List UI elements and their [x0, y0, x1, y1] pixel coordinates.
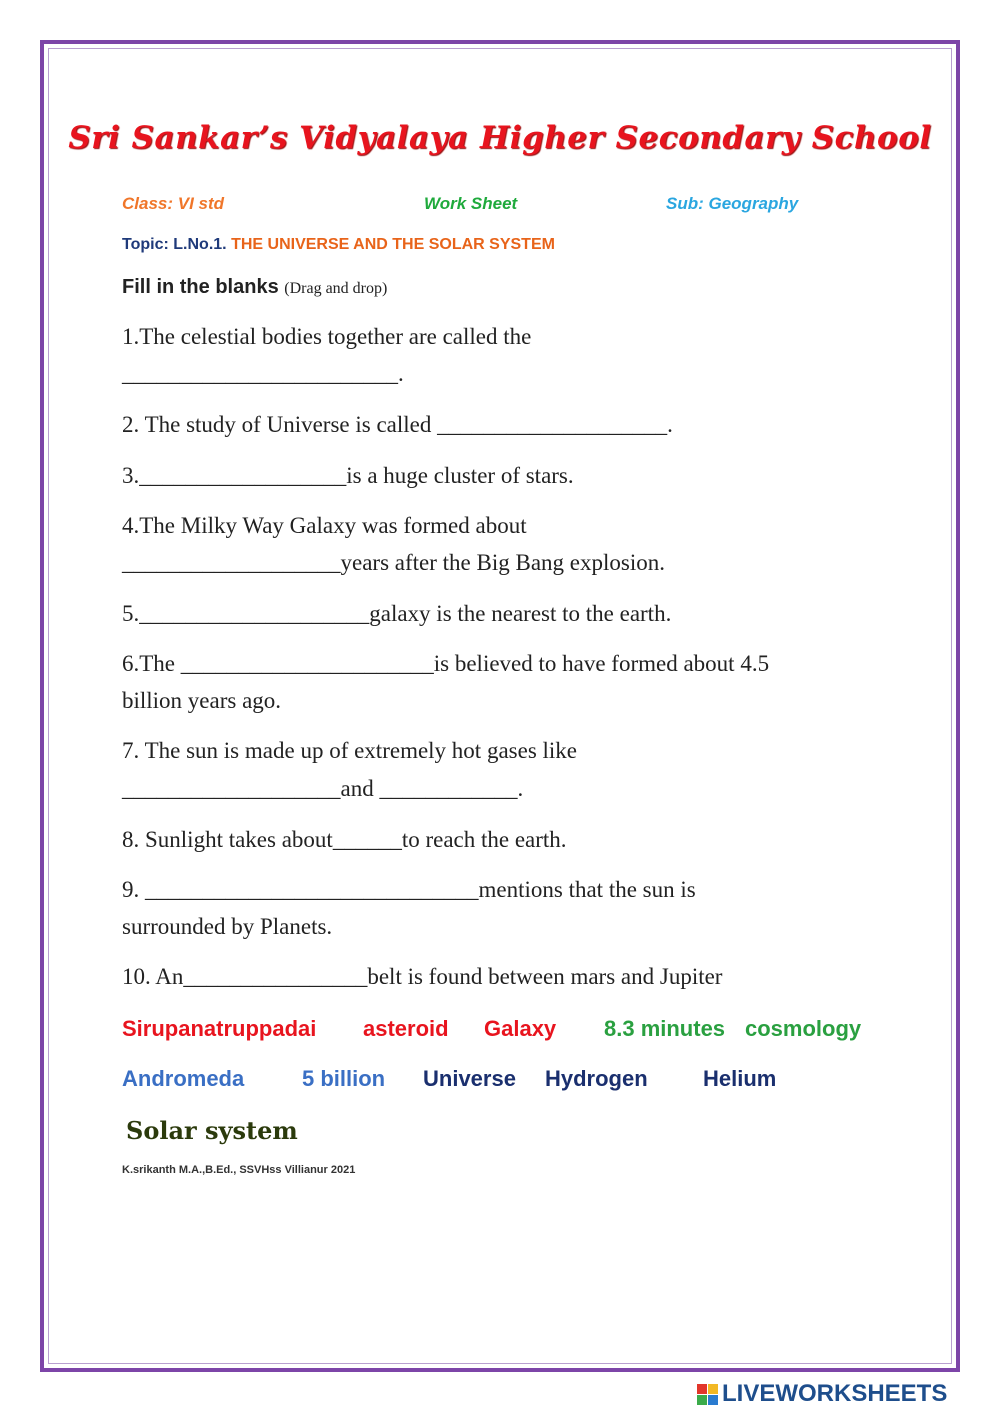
- question-10[interactable]: 10. An________________belt is found between mars and Jupiter: [122, 964, 723, 989]
- logo-tile-l: [697, 1384, 707, 1394]
- logo-tile-i: [708, 1384, 718, 1394]
- question-2[interactable]: 2. The study of Universe is called ____________________.: [122, 412, 673, 437]
- liveworksheets-logo[interactable]: [697, 1380, 947, 1408]
- question-3[interactable]: 3.__________________is a huge cluster of stars.: [122, 463, 574, 488]
- logo-tile-e: [708, 1395, 718, 1405]
- word-sirupanatruppadai[interactable]: Sirupanatruppadai: [122, 1016, 317, 1041]
- topic-line: [122, 236, 555, 254]
- question-8[interactable]: 8. Sunlight takes about______to reach the earth.: [122, 827, 567, 852]
- question-1-line-1: 1.The celestial bodies together are called the: [122, 324, 532, 349]
- word-hydrogen[interactable]: Hydrogen: [545, 1066, 648, 1091]
- topic-lesson: L.No.1.: [173, 236, 227, 253]
- word-5-billion[interactable]: 5 billion: [302, 1066, 386, 1091]
- question-5[interactable]: 5.____________________galaxy is the nearest to the earth.: [122, 601, 672, 626]
- class-label: Class: VI std: [122, 194, 225, 213]
- instructions-heading: [122, 276, 387, 299]
- question-6-line-1[interactable]: 6.The ______________________is believed to have formed about 4.5: [122, 651, 770, 676]
- question-4-line-2[interactable]: ___________________years after the Big Bang explosion.: [122, 550, 665, 575]
- question-1-blank[interactable]: ________________________.: [122, 361, 404, 386]
- question-7-line-1: 7. The sun is made up of extremely hot gases like: [122, 738, 578, 763]
- instructions-note: (Drag and drop): [284, 280, 388, 297]
- word-asteroid[interactable]: asteroid: [363, 1016, 449, 1041]
- word-andromeda[interactable]: Andromeda: [122, 1066, 245, 1091]
- logo-text: LIVEWORKSHEETS: [722, 1380, 948, 1407]
- logo-tile-v: [697, 1395, 707, 1405]
- question-4-line-1: 4.The Milky Way Galaxy was formed about: [122, 513, 527, 538]
- topic-title: THE UNIVERSE AND THE SOLAR SYSTEM: [231, 236, 555, 253]
- subject-label: Sub: Geography: [666, 194, 799, 213]
- word-galaxy[interactable]: Galaxy: [484, 1016, 557, 1041]
- word-helium[interactable]: Helium: [703, 1066, 777, 1091]
- word-universe[interactable]: Universe: [423, 1066, 516, 1091]
- instructions-title: Fill in the blanks: [122, 276, 279, 298]
- question-9-line-1[interactable]: 9. _____________________________mentions that the sun is: [122, 877, 696, 902]
- author-credit: K.srikanth M.A.,B.Ed., SSVHss Villianur 2021: [122, 1164, 356, 1176]
- question-9-line-2: surrounded by Planets.: [122, 914, 333, 939]
- word-solar-system[interactable]: Solar system: [126, 1116, 298, 1145]
- school-title: Sri Sankar’s Vidyalaya Higher Secondary School: [68, 120, 932, 156]
- word-cosmology[interactable]: cosmology: [745, 1016, 862, 1041]
- liveworksheets-icon: [697, 1384, 718, 1405]
- worksheet-label: Work Sheet: [424, 194, 518, 213]
- question-6-line-2: billion years ago.: [122, 688, 282, 713]
- topic-label: Topic:: [122, 236, 169, 253]
- word-8-3-minutes[interactable]: 8.3 minutes: [604, 1016, 726, 1041]
- question-7-line-2[interactable]: ___________________and ____________.: [122, 776, 524, 801]
